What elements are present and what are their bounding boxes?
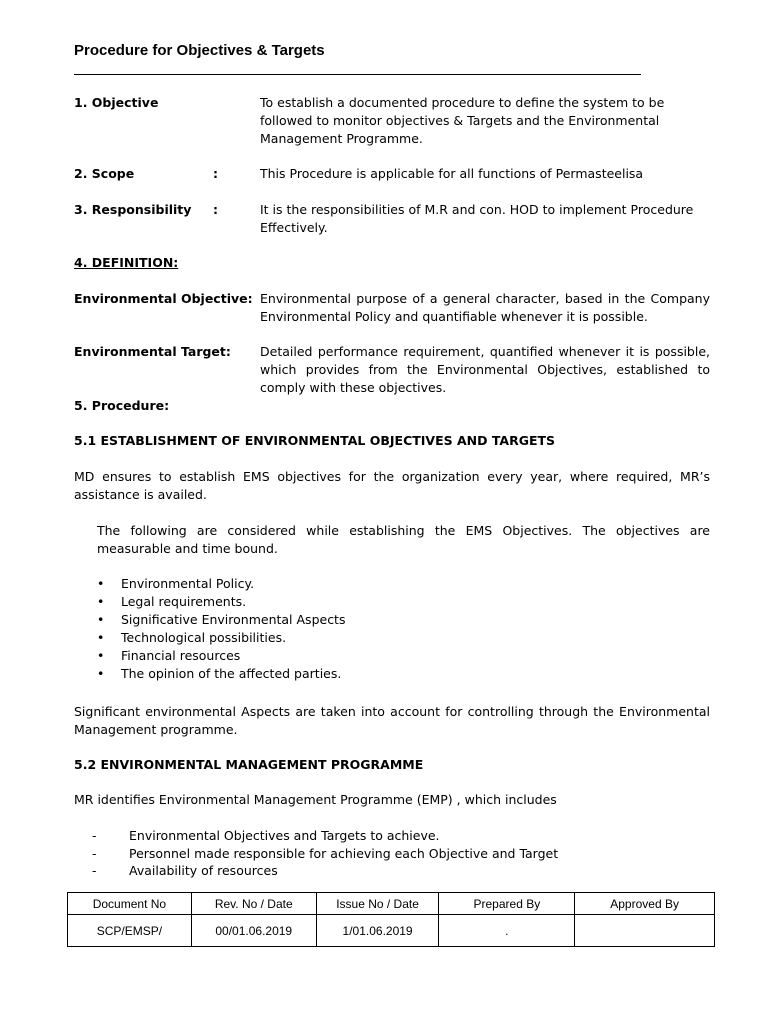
list-item: • Environmental Policy. — [97, 575, 345, 593]
section-5-2-heading: 5.2 ENVIRONMENTAL MANAGEMENT PROGRAMME — [74, 757, 424, 772]
document-control-table — [67, 892, 715, 947]
header-issue-no-date: Issue No / Date — [316, 893, 439, 915]
list-item: - Availability of resources — [92, 862, 558, 880]
cell-prepared-by: . — [439, 915, 575, 947]
considerations-list — [97, 575, 345, 683]
emp-list — [92, 827, 558, 880]
header-approved-by: Approved By — [575, 893, 715, 915]
table-row — [68, 915, 715, 947]
header-document-no: Document No — [68, 893, 192, 915]
scope-label: 2. Scope — [74, 166, 135, 181]
section-5-2-para1: MR identifies Environmental Management Programme (EMP) , which includes — [74, 792, 557, 807]
cell-issue-no-date: 1/01.06.2019 — [316, 915, 439, 947]
header-prepared-by: Prepared By — [439, 893, 575, 915]
env-objective-text: Environmental purpose of a general character, based in the Company Environmental Policy and quantifiable whenever it is possible. — [260, 291, 710, 324]
section-5-1-heading: 5.1 ESTABLISHMENT OF ENVIRONMENTAL OBJECTIVES AND TARGETS — [74, 433, 556, 448]
section-5-1-para3: Significant environmental Aspects are taken into account for controlling through the Environmental Management programme. — [74, 704, 710, 737]
scope-text: This Procedure is applicable for all functions of Permasteelisa — [260, 166, 644, 181]
definition-heading: 4. DEFINITION: — [74, 255, 179, 270]
cell-document-no: SCP/EMSP/ — [68, 915, 192, 947]
document-title: Procedure for Objectives & Targets — [74, 42, 325, 59]
section-5-1-para1: MD ensures to establish EMS objectives for the organization every year, where required, MR’s assistance is availed. — [74, 469, 710, 502]
procedure-heading: 5. Procedure: — [74, 398, 170, 413]
list-item: - Environmental Objectives and Targets to achieve. — [92, 827, 558, 845]
list-item: - Personnel made responsible for achieving each Objective and Target — [92, 845, 558, 863]
list-item: • Significative Environmental Aspects — [97, 611, 345, 629]
table-header-row — [68, 893, 715, 915]
objective-label: 1. Objective — [74, 95, 159, 110]
cell-approved-by — [575, 915, 715, 947]
section-5-1-para2: The following are considered while establishing the EMS Objectives. The objectives are measurable and time bound. — [97, 523, 710, 556]
responsibility-text: It is the responsibilities of M.R and con. HOD to implement Procedure Effectively. — [260, 202, 694, 235]
scope-colon: : — [213, 166, 218, 181]
responsibility-label: 3. Responsibility — [74, 202, 192, 217]
list-item: • The opinion of the affected parties. — [97, 665, 345, 683]
objective-text: To establish a documented procedure to define the system to be followed to monitor objectives & Targets and the Environmental Management Programme. — [260, 95, 665, 146]
list-item: • Financial resources — [97, 647, 345, 665]
list-item: • Technological possibilities. — [97, 629, 345, 647]
cell-rev-no-date: 00/01.06.2019 — [191, 915, 316, 947]
responsibility-colon: : — [213, 202, 218, 217]
env-target-text: Detailed performance requirement, quantified whenever it is possible, which provides from the Environmental Objectives, established to comply with these objectives. — [260, 344, 710, 395]
env-objective-label: Environmental Objective: — [74, 291, 253, 306]
env-target-label: Environmental Target: — [74, 344, 231, 359]
header-rev-no-date: Rev. No / Date — [191, 893, 316, 915]
title-underline — [74, 74, 641, 75]
list-item: • Legal requirements. — [97, 593, 345, 611]
